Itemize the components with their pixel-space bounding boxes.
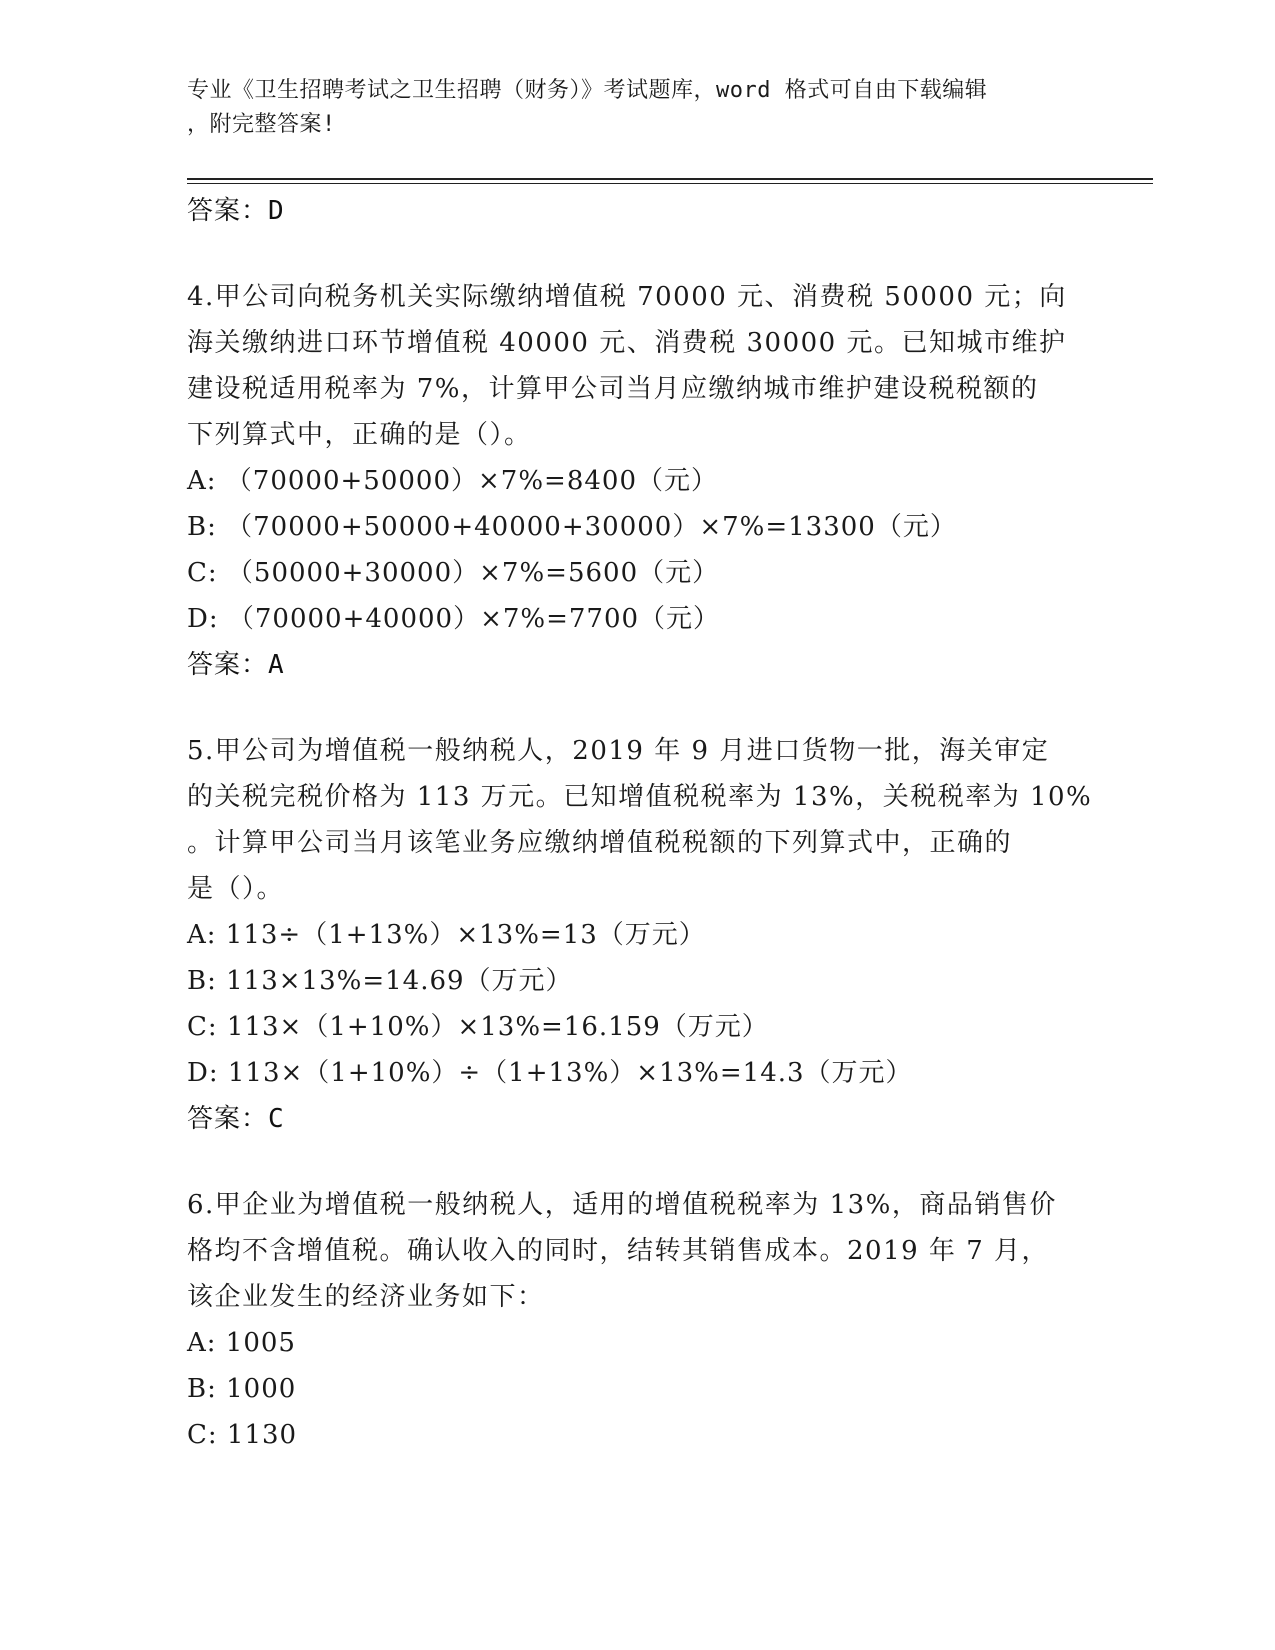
question-text-line: 建设税适用税率为 7%，计算甲公司当月应缴纳城市维护建设税税额的 [187, 374, 1039, 404]
question-text-line: 格均不含增值税。确认收入的同时，结转其销售成本。2019 年 7 月， [187, 1236, 1050, 1266]
question-text-line: 是（）。 [187, 874, 285, 904]
option-a: A: （70000+50000）×7%=8400（元） [187, 466, 718, 496]
question-4 [187, 274, 1087, 688]
answer-line: 答案：A [187, 650, 285, 680]
option-b: B: 1000 [187, 1374, 297, 1404]
document-header [187, 74, 1067, 142]
question-text-line: 下列算式中，正确的是（）。 [187, 420, 532, 450]
header-line-2: ，附完整答案! [187, 112, 336, 137]
question-text-line: 6.甲企业为增值税一般纳税人，适用的增值税税率为 13%，商品销售价 [187, 1190, 1057, 1220]
document-body [187, 188, 1093, 1458]
header-divider-thin [187, 183, 1153, 184]
header-line-1: 专业《卫生招聘考试之卫生招聘（财务）》考试题库，word 格式可自由下载编辑 [187, 78, 988, 103]
option-a: A: 1005 [187, 1328, 296, 1358]
option-c: C: 113×（1+10%）×13%=16.159（万元） [187, 1012, 769, 1042]
option-b: B: （70000+50000+40000+30000）×7%=13300（元） [187, 512, 957, 542]
option-c: C: （50000+30000）×7%=5600（元） [187, 558, 720, 588]
question-6 [187, 1182, 1087, 1458]
answer-line: 答案：C [187, 1104, 285, 1134]
header-divider-thick [187, 178, 1153, 180]
question-text-line: 该企业发生的经济业务如下： [187, 1282, 545, 1312]
previous-answer: 答案：D [187, 196, 285, 226]
question-text-line: 的关税完税价格为 113 万元。已知增值税税率为 13%，关税税率为 10% [187, 782, 1093, 812]
spacer [187, 234, 1087, 274]
option-d: D: 113×（1+10%）÷（1+13%）×13%=14.3（万元） [187, 1058, 913, 1088]
option-c: C: 1130 [187, 1420, 298, 1450]
question-5 [187, 728, 1093, 1142]
option-b: B: 113×13%=14.69（万元） [187, 966, 573, 996]
question-text-line: 4.甲公司向税务机关实际缴纳增值税 70000 元、消费税 50000 元；向 [187, 282, 1067, 312]
option-d: D: （70000+40000）×7%=7700（元） [187, 604, 721, 634]
spacer [187, 1142, 1087, 1182]
option-a: A: 113÷（1+13%）×13%=13（万元） [187, 920, 706, 950]
question-text-line: 5.甲公司为增值税一般纳税人，2019 年 9 月进口货物一批，海关审定 [187, 736, 1050, 766]
question-text-line: 。计算甲公司当月该笔业务应缴纳增值税税额的下列算式中，正确的 [187, 828, 1013, 858]
spacer [187, 688, 1087, 728]
question-text-line: 海关缴纳进口环节增值税 40000 元、消费税 30000 元。已知城市维护 [187, 328, 1067, 358]
